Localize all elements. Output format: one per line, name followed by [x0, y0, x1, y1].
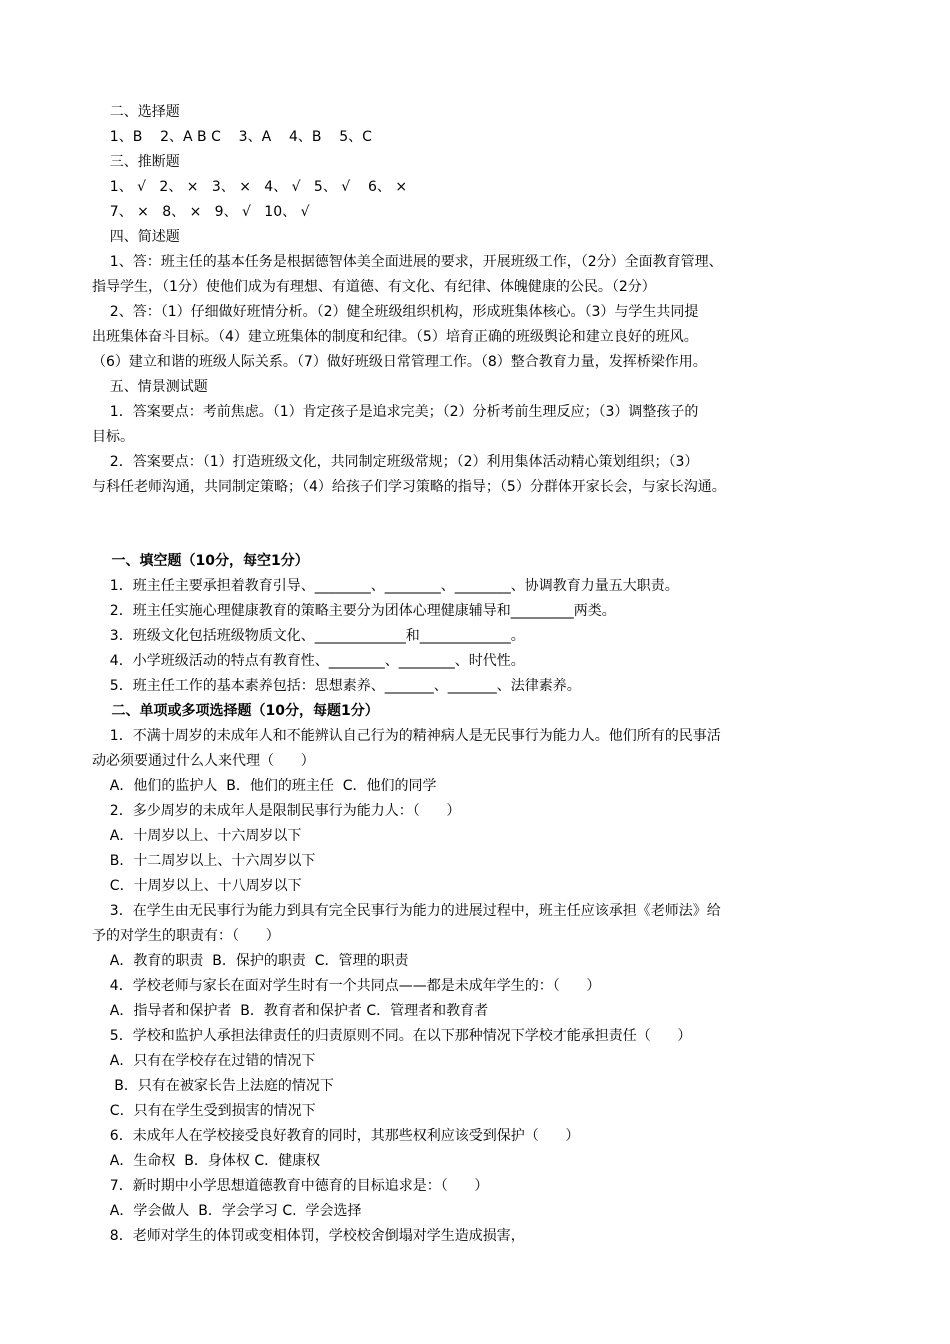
option-line: C．十周岁以上、十八周岁以下	[92, 878, 302, 894]
question-line: 7．新时期中小学思想道德教育中德育的目标追求是：（ ）	[92, 1178, 489, 1194]
question-line: 4．小学班级活动的特点有教育性、________、________、时代性。	[92, 653, 525, 669]
option-line: A．学会做人 B．学会学习 C. 学会选择	[92, 1203, 362, 1219]
answer-line: 1、B 2、A B C 3、A 4、B 5、C	[92, 129, 372, 145]
question-line: 4．学校老师与家长在面对学生时有一个共同点——都是未成年学生的：（ ）	[92, 978, 601, 994]
option-line: A．教育的职责 B．保护的职责 C．管理的职责	[92, 953, 409, 969]
question-line: 5．学校和监护人承担法律责任的归责原则不同。在以下那种情况下学校才能承担责任（ ）	[92, 1028, 692, 1044]
option-line: A．只有在学校存在过错的情况下	[92, 1053, 316, 1069]
question-line: 8．老师对学生的体罚或变相体罚，学校校舍倒塌对学生造成损害，	[92, 1228, 525, 1244]
question-line: 动必须要通过什么人来代理（ ）	[92, 753, 315, 769]
answer-line: 1．答案要点：考前焦虑。（1）肯定孩子是追求完美；（2）分析考前生理反应；（3）调整孩子的	[92, 404, 699, 420]
answer-line: 2、答：（1）仔细做好班情分析。（2）健全班级组织机构，形成班集体核心。（3）与学生共同提	[92, 304, 699, 320]
heading-fill-in: 一、填空题（10分，每空1分）	[92, 553, 309, 569]
option-line: B．只有在被家长告上法庭的情况下	[92, 1078, 334, 1094]
answer-line: 指导学生，（1分）使他们成为有理想、有道德、有文化、有纪律、体魄健康的公民。（2分）	[92, 279, 656, 295]
question-line: 5．班主任工作的基本素养包括：思想素养、_______、_______、法律素养。	[92, 678, 581, 694]
answer-line: 7、 × 8、 × 9、 √ 10、 √	[92, 204, 310, 220]
answer-line: 与科任老师沟通，共同制定策略；（4）给孩子们学习策略的指导；（5）分群体开家长会，与家长沟通。	[92, 479, 726, 495]
question-line: 3．在学生由无民事行为能力到具有完全民事行为能力的进展过程中，班主任应该承担《老师法》给	[92, 903, 721, 919]
question-line: 3．班级文化包括班级物质文化、_____________和_____________。	[92, 628, 525, 644]
answer-line: 出班集体奋斗目标。（4）建立班集体的制度和纪律。（5）培育正确的班级舆论和建立良好的班风。	[92, 329, 698, 345]
question-line: 2．多少周岁的未成年人是限制民事行为能力人：（ ）	[92, 803, 461, 819]
question-line: 2．班主任实施心理健康教育的策略主要分为团体心理健康辅导和_________两类。	[92, 603, 616, 619]
answer-line: 1、答：班主任的基本任务是根据德智体美全面进展的要求，开展班级工作，（2分）全面教育管理、	[92, 254, 723, 270]
heading-short-answer: 四、简述题	[92, 229, 180, 245]
question-line: 1．班主任主要承担着教育引导、________、________、________、协调教育力量五大职责。	[92, 578, 679, 594]
option-line: C．只有在学生受到损害的情况下	[92, 1103, 316, 1119]
question-line: 予的对学生的职责有：（ ）	[92, 928, 280, 944]
option-line: A．十周岁以上、十六周岁以下	[92, 828, 302, 844]
option-line: A．指导者和保护者 B．教育者和保护者 C．管理者和教育者	[92, 1003, 489, 1019]
answer-line: 2．答案要点：（1）打造班级文化，共同制定班级常规；（2）利用集体活动精心策划组织；（3）	[92, 454, 699, 470]
question-line: 6．未成年人在学校接受良好教育的同时，其那些权利应该受到保护（ ）	[92, 1128, 580, 1144]
option-line: A．生命权 B．身体权 C．健康权	[92, 1153, 321, 1169]
question-line: 1．不满十周岁的未成年人和不能辨认自己行为的精神病人是无民事行为能力人。他们所有的民事活	[92, 728, 721, 744]
heading-choice: 二、选择题	[92, 104, 180, 120]
heading-multiple-choice: 二、单项或多项选择题（10分，每题1分）	[92, 703, 379, 719]
answer-line: 目标。	[92, 429, 134, 445]
answer-line: 1、 √ 2、 × 3、 × 4、 √ 5、 √ 6、 ×	[92, 179, 408, 195]
option-line: B．十二周岁以上、十六周岁以下	[92, 853, 316, 869]
heading-scenario: 五、情景测试题	[92, 379, 208, 395]
answer-line: （6）建立和谐的班级人际关系。（7）做好班级日常管理工作。（8）整合教育力量，发挥桥梁作用。	[92, 354, 707, 370]
option-line: A．他们的监护人 B．他们的班主任 C．他们的同学	[92, 778, 437, 794]
heading-judgment: 三、推断题	[92, 154, 180, 170]
